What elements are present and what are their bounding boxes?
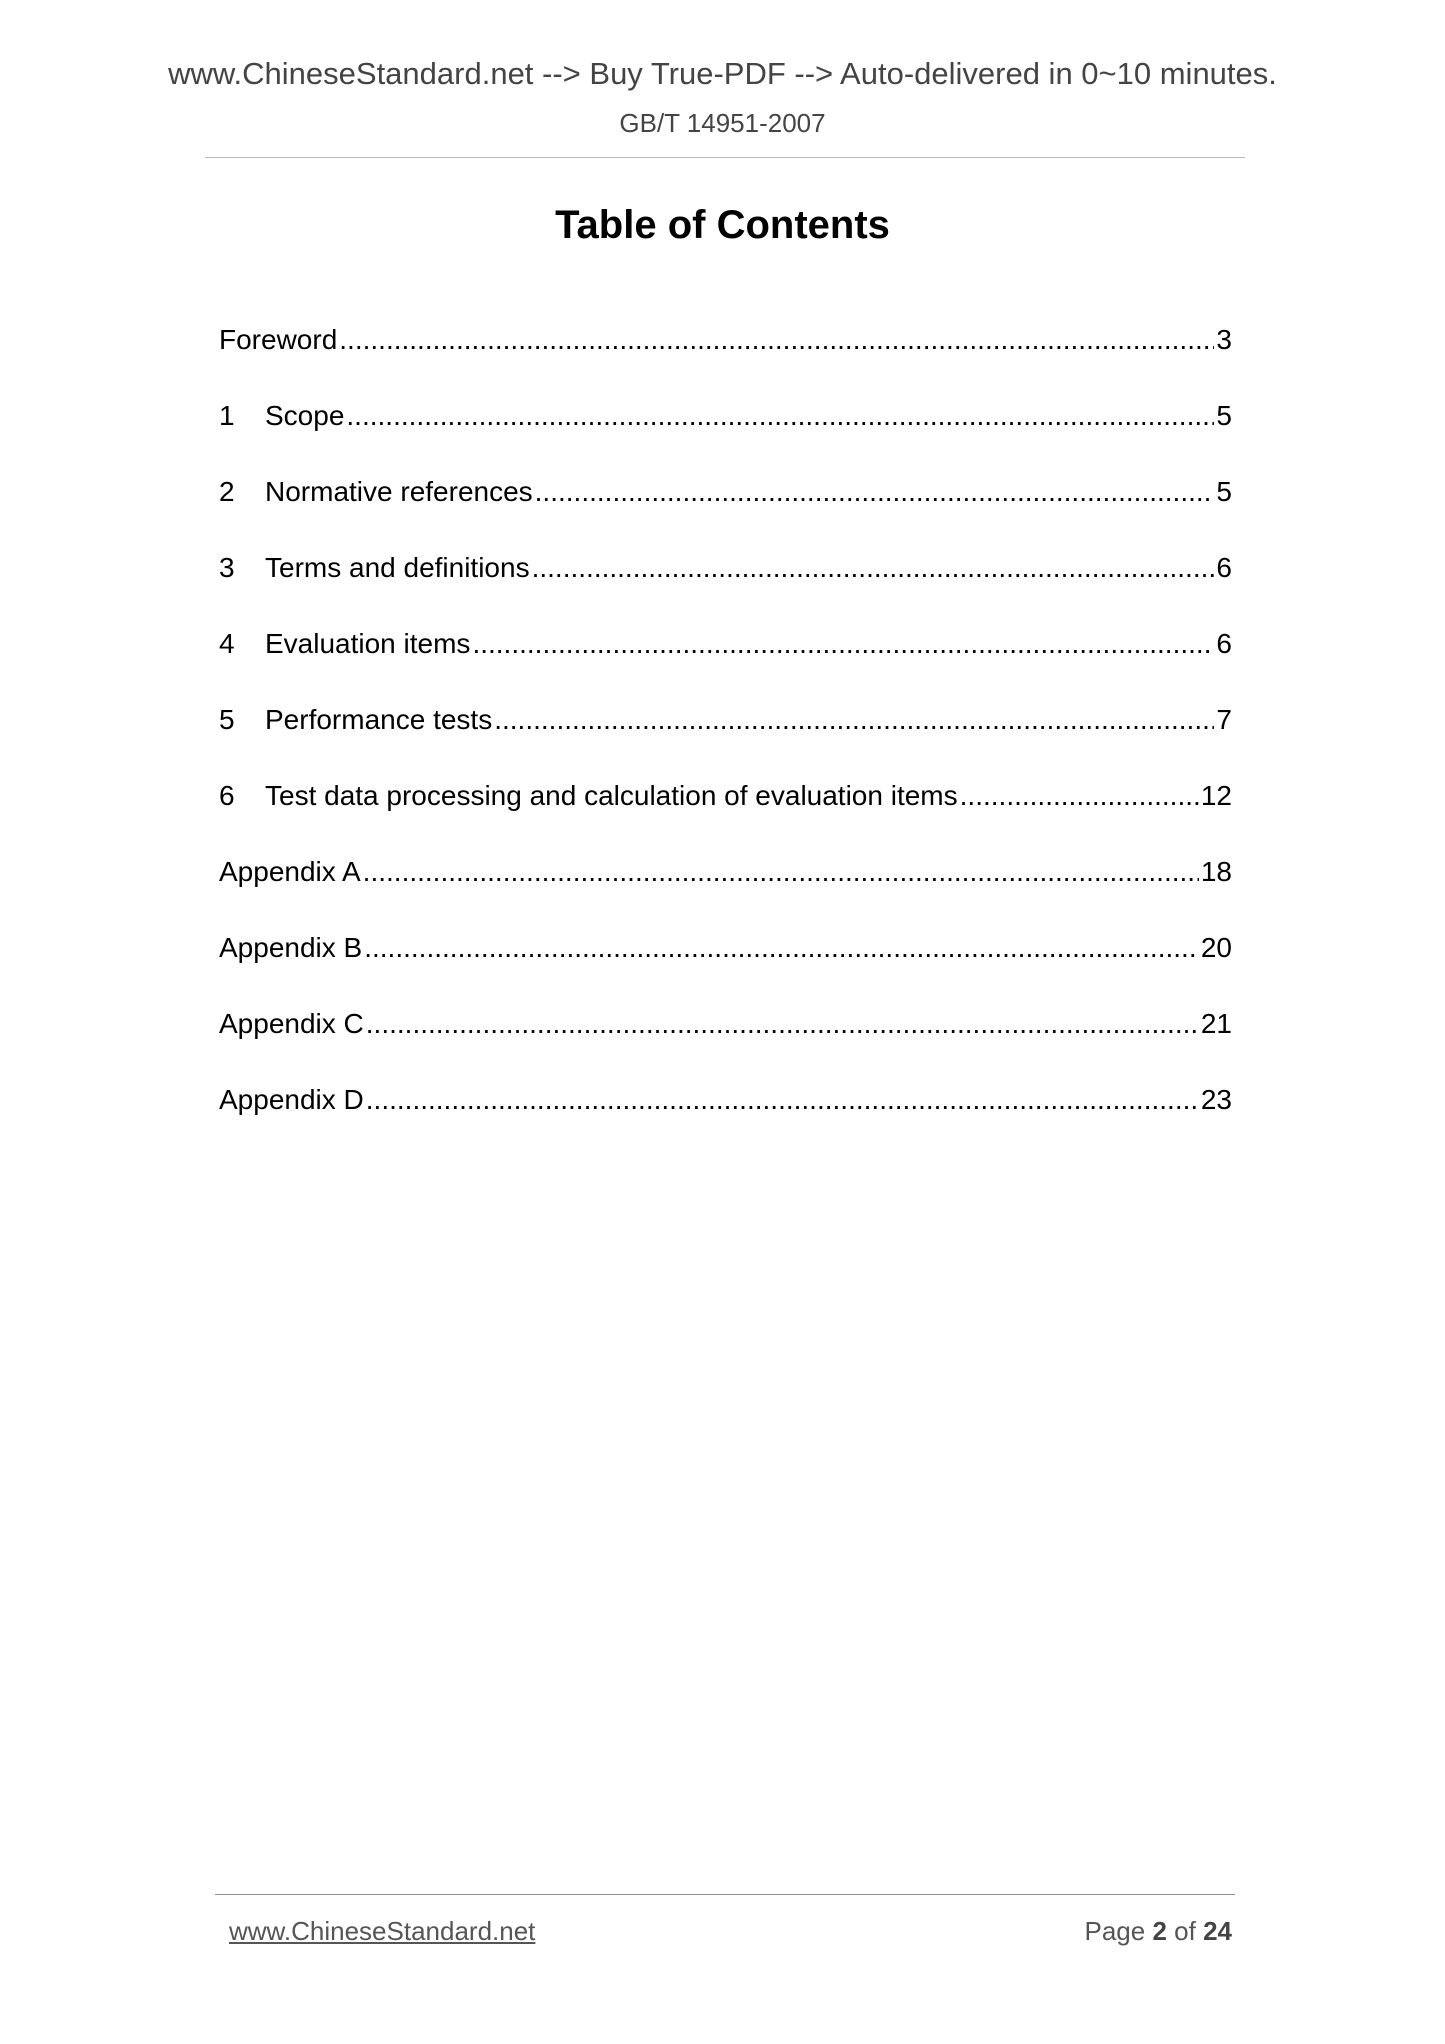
toc-entry-page: 7 bbox=[1216, 704, 1232, 735]
toc-entry-page: 5 bbox=[1216, 400, 1232, 431]
toc-entry-label: Test data processing and calculation of evaluation items bbox=[265, 780, 958, 811]
toc-dot-leader bbox=[364, 930, 1199, 966]
toc-dot-leader bbox=[472, 626, 1214, 662]
toc-dot-leader bbox=[532, 550, 1215, 586]
toc-entry-label: Scope bbox=[265, 400, 345, 431]
toc-entry-performance-tests[interactable] bbox=[219, 702, 1232, 778]
toc-entry-page: 6 bbox=[1216, 552, 1232, 583]
toc-entry-page: 3 bbox=[1216, 324, 1232, 355]
current-page-number: 2 bbox=[1152, 1916, 1167, 1946]
footer-site-link[interactable]: www.ChineseStandard.net bbox=[229, 1916, 536, 1946]
toc-entry-number: 6 bbox=[219, 780, 235, 811]
toc-entry-label: Appendix D bbox=[219, 1084, 364, 1115]
header-divider bbox=[205, 157, 1245, 158]
toc-entry-number: 4 bbox=[219, 628, 235, 659]
toc-dot-leader bbox=[960, 778, 1199, 814]
toc-entry-label: Foreword bbox=[219, 324, 338, 355]
toc-entry-scope[interactable] bbox=[219, 398, 1232, 474]
toc-entry-number: 3 bbox=[219, 552, 235, 583]
toc-entry-page: 21 bbox=[1200, 1008, 1232, 1039]
toc-entry-appendix-d[interactable] bbox=[219, 1082, 1232, 1158]
toc-dot-leader bbox=[363, 854, 1199, 890]
toc-entry-page: 18 bbox=[1200, 856, 1232, 887]
toc-entry-page: 23 bbox=[1200, 1084, 1232, 1115]
toc-entry-page: 20 bbox=[1200, 932, 1232, 963]
toc-entry-page: 5 bbox=[1216, 476, 1232, 507]
toc-dot-leader bbox=[494, 702, 1214, 738]
toc-entry-label: Appendix A bbox=[219, 856, 361, 887]
toc-entry-appendix-b[interactable] bbox=[219, 930, 1232, 1006]
toc-entry-number: 5 bbox=[219, 704, 235, 735]
toc-entry-page: 6 bbox=[1216, 628, 1232, 659]
toc-entry-terms-and-definitions[interactable] bbox=[219, 550, 1232, 626]
toc-entry-label: Appendix C bbox=[219, 1008, 364, 1039]
toc-dot-leader bbox=[339, 322, 1214, 358]
toc-entry-appendix-c[interactable] bbox=[219, 1006, 1232, 1082]
header-banner: www.ChineseStandard.net --> Buy True-PDF --> Auto-delivered in 0~10 minutes. bbox=[168, 56, 1277, 91]
table-of-contents bbox=[219, 322, 1232, 1158]
toc-entry-label: Normative references bbox=[265, 476, 533, 507]
standard-code: GB/T 14951-2007 bbox=[619, 108, 826, 138]
toc-entry-test-data-processing[interactable] bbox=[219, 778, 1232, 854]
toc-dot-leader bbox=[346, 398, 1214, 434]
page-of-label: of bbox=[1174, 1916, 1196, 1946]
toc-entry-label: Appendix B bbox=[219, 932, 363, 963]
page-prefix: Page bbox=[1084, 1916, 1146, 1946]
toc-entry-label: Performance tests bbox=[265, 704, 493, 735]
toc-dot-leader bbox=[535, 474, 1215, 510]
page-title: Table of Contents bbox=[555, 203, 890, 247]
toc-entry-normative-references[interactable] bbox=[219, 474, 1232, 550]
toc-entry-number: 1 bbox=[219, 400, 235, 431]
toc-entry-foreword[interactable] bbox=[219, 322, 1232, 398]
toc-entry-label: Terms and definitions bbox=[265, 552, 530, 583]
page-indicator bbox=[1084, 1916, 1232, 1947]
toc-entry-label: Evaluation items bbox=[265, 628, 471, 659]
toc-entry-number: 2 bbox=[219, 476, 235, 507]
toc-entry-page: 12 bbox=[1200, 780, 1232, 811]
footer-divider bbox=[215, 1894, 1235, 1895]
toc-dot-leader bbox=[366, 1006, 1199, 1042]
total-pages-number: 24 bbox=[1203, 1916, 1232, 1946]
toc-entry-evaluation-items[interactable] bbox=[219, 626, 1232, 702]
toc-entry-appendix-a[interactable] bbox=[219, 854, 1232, 930]
toc-dot-leader bbox=[366, 1082, 1199, 1118]
